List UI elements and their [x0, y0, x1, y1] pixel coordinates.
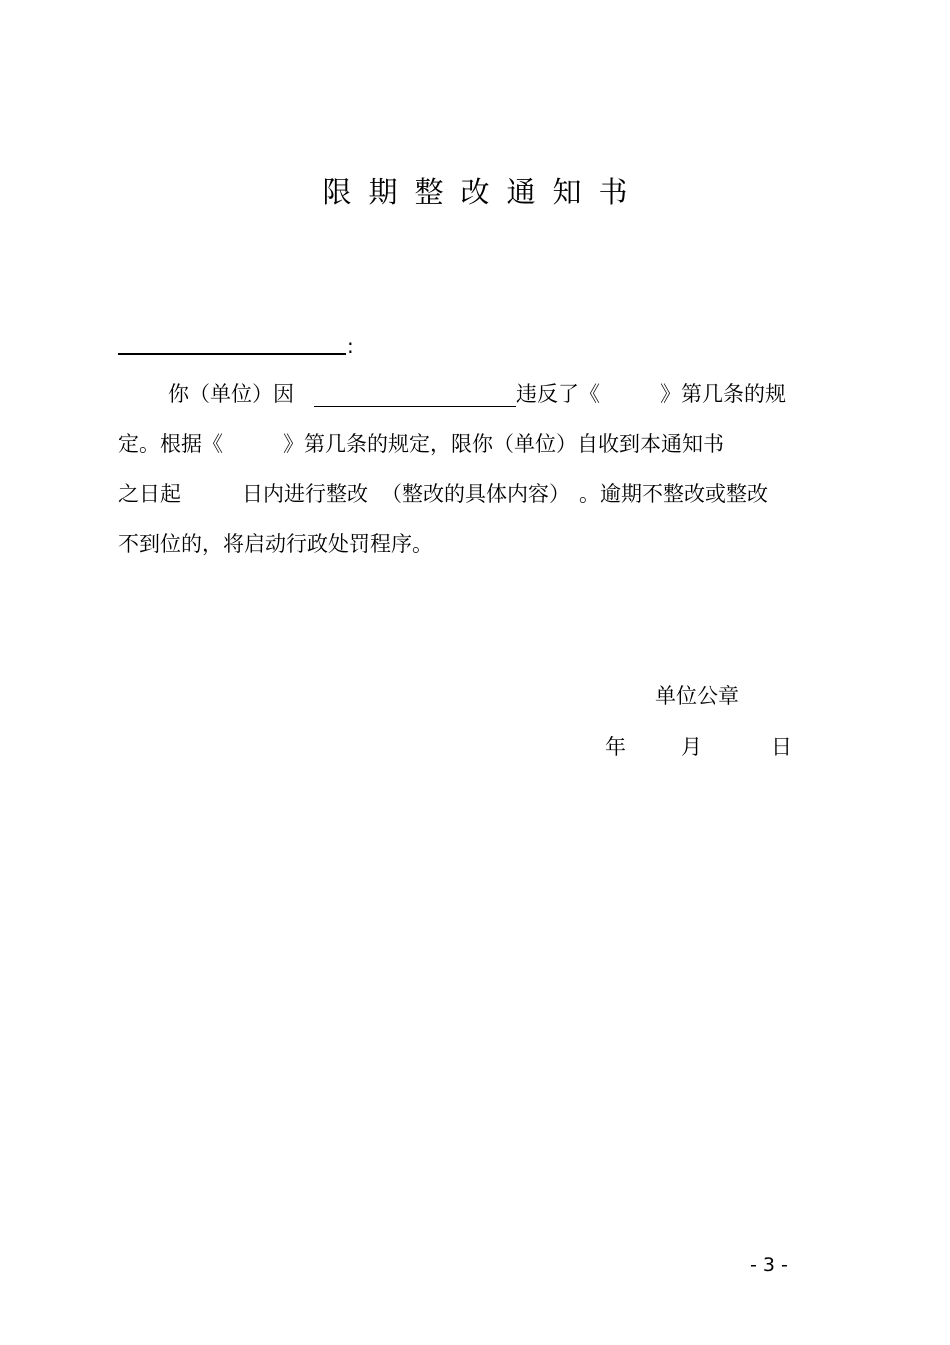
body-text: 。逾期不整改或整改 [579, 482, 768, 506]
body-text: 》第几条的规定，限你（单位）自收到本通知书 [283, 432, 724, 456]
body-text: 不到位的，将启动行政处罚程序。 [118, 532, 433, 556]
body-line-3 [118, 479, 768, 509]
reason-blank [314, 384, 516, 407]
body-text: 违反了《 [516, 382, 600, 406]
date-day: 日 [771, 735, 792, 759]
body-line-1 [168, 379, 786, 409]
addressee-blank [118, 353, 346, 355]
body-text: 你（单位）因 [168, 382, 294, 406]
unit-seal-label: 单位公章 [655, 684, 739, 708]
document-title: 限期整改通知书 [322, 175, 645, 209]
body-text: （整改的具体内容） [381, 482, 570, 506]
body-text: 定。根据《 [118, 432, 223, 456]
date-month: 月 [681, 735, 702, 759]
date-year: 年 [605, 735, 626, 759]
body-text: 之日起 [118, 482, 181, 506]
body-line-4 [118, 529, 433, 559]
addressee-colon: : [347, 334, 354, 358]
page-number: - 3 - [750, 1254, 788, 1276]
body-text: 》第几条的规 [660, 382, 786, 406]
body-text: 日内进行整改 [242, 482, 368, 506]
body-line-2 [118, 429, 724, 459]
